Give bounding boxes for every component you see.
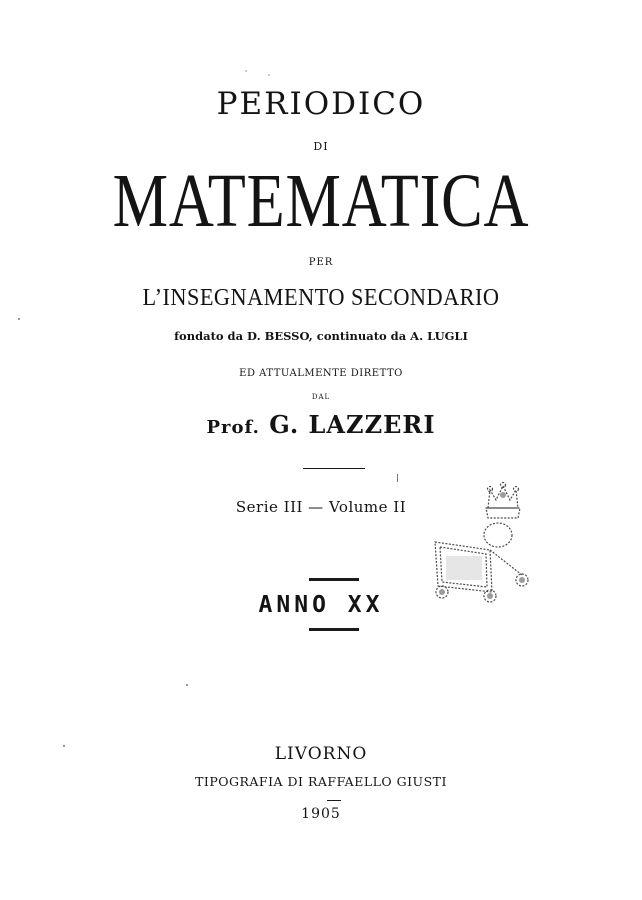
director-intro: ED ATTUALMENTE DIRETTO [239,368,403,379]
title-per: PER [308,257,334,268]
subtitle: L’INSEGNAMENTO SECONDARIO [142,285,500,311]
separator-rule [303,468,365,469]
paper-speck [268,74,270,76]
paper-speck [18,318,20,320]
title-dal: DAL [311,393,331,401]
title-di: DI [313,140,329,153]
main-title: MATEMATICA [112,159,530,243]
editor-surname: G. LAZZERI [269,410,436,439]
paper-speck [397,474,398,482]
editor-name [0,410,642,439]
editor-prefix: Prof. [206,417,260,438]
founder-line: fondato da D. BESSO, continuato da A. LUGLI [174,329,468,343]
printer-name: TIPOGRAFIA DI RAFFAELLO GIUSTI [195,774,447,789]
year-rule [327,800,341,801]
year-number: ANNO XX [258,592,384,618]
series-volume: Serie III — Volume II [235,498,407,516]
paper-speck [186,684,188,686]
anno-rule-bottom [309,628,359,631]
paper-speck [63,745,65,747]
publication-year: 1905 [301,806,341,822]
anno-rule-top [309,578,359,581]
paper-speck [245,70,247,72]
publication-city: LIVORNO [274,744,368,764]
periodical-title: PERIODICO [216,86,426,122]
library-crown-stamp-icon [430,480,535,605]
